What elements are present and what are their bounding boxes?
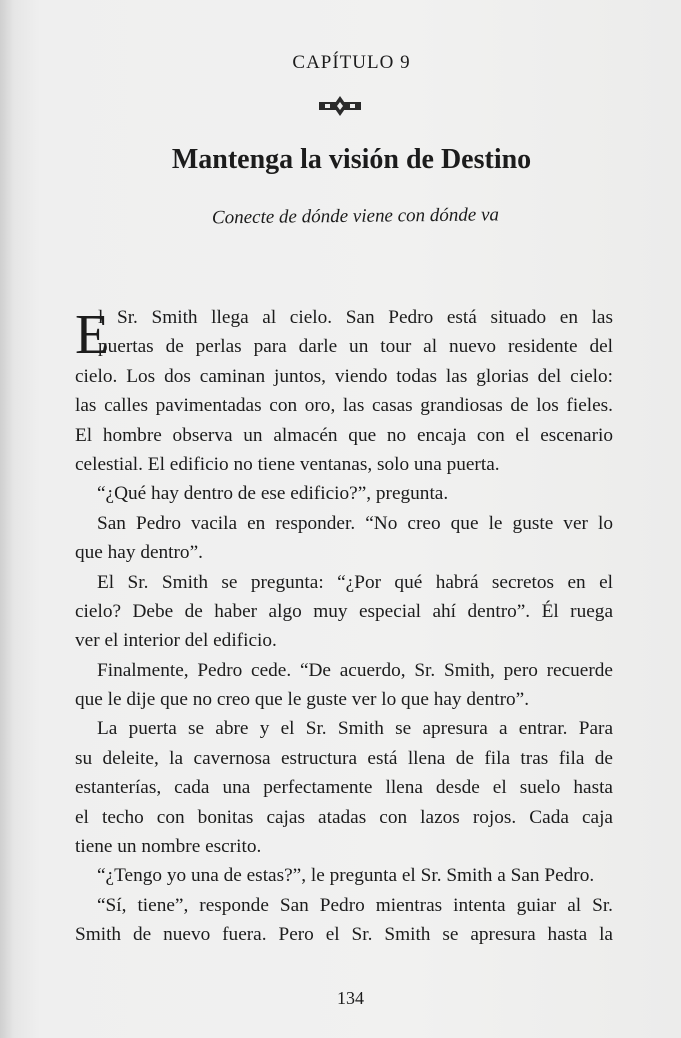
text-line: Smith de nuevo fuera. Pero el Sr. Smith se apresura hasta la: [75, 924, 613, 946]
text-line: “¿Qué hay dentro de ese edificio?”, pregunta.: [97, 483, 449, 505]
text-line: las calles pavimentadas con oro, las casas grandiosas de los fieles.: [75, 395, 613, 417]
text-line: cielo? Debe de haber algo muy especial ahí dentro”. Él ruega: [75, 600, 613, 622]
ornament-icon: [318, 96, 362, 116]
chapter-subtitle: Conecte de dónde viene con dónde va: [211, 204, 500, 229]
text-line: ver el interior del edificio.: [75, 630, 277, 652]
chapter-title: Mantenga la visión de Destino: [171, 144, 532, 175]
text-line: “¿Tengo yo una de estas?”, le pregunta el Sr. Smith a San Pedro.: [97, 865, 595, 887]
text-line: puertas de perlas para darle un tour al nuevo residente del: [98, 336, 613, 358]
text-line: el techo con bonitas cajas atadas con lazos rojos. Cada caja: [75, 806, 613, 828]
text-line: La puerta se abre y el Sr. Smith se apresura a entrar. Para: [97, 718, 613, 740]
text-line: celestial. El edificio no tiene ventanas, solo una puerta.: [75, 453, 500, 475]
drop-cap: E: [75, 304, 110, 366]
text-line: El Sr. Smith se pregunta: “¿Por qué habrá secretos en el: [97, 571, 613, 593]
text-line: El hombre observa un almacén que no encaja con el escenario: [75, 424, 613, 446]
text-line: “Sí, tiene”, responde San Pedro mientras intenta guiar al Sr.: [97, 894, 613, 916]
text-line: l Sr. Smith llega al cielo. San Pedro está situado en las: [98, 307, 613, 328]
text-line: que le dije que no creo que le guste ver lo que hay dentro”.: [75, 689, 530, 711]
page-number: 134: [337, 988, 364, 1008]
text-line: San Pedro vacila en responder. “No creo que le guste ver lo: [97, 512, 613, 534]
chapter-label: CAPÍTULO 9: [292, 52, 411, 73]
text-line: su deleite, la cavernosa estructura está llena de fila tras fila de: [75, 747, 613, 769]
text-line: estanterías, cada una perfectamente llena desde el suelo hasta: [75, 777, 613, 799]
text-line: que hay dentro”.: [75, 542, 203, 564]
text-line: cielo. Los dos caminan juntos, viendo todas las glorias del cielo:: [75, 365, 613, 387]
body-text: [75, 303, 613, 950]
text-line: Finalmente, Pedro cede. “De acuerdo, Sr. Smith, pero recuerde: [97, 659, 613, 681]
text-line: tiene un nombre escrito.: [75, 836, 262, 858]
